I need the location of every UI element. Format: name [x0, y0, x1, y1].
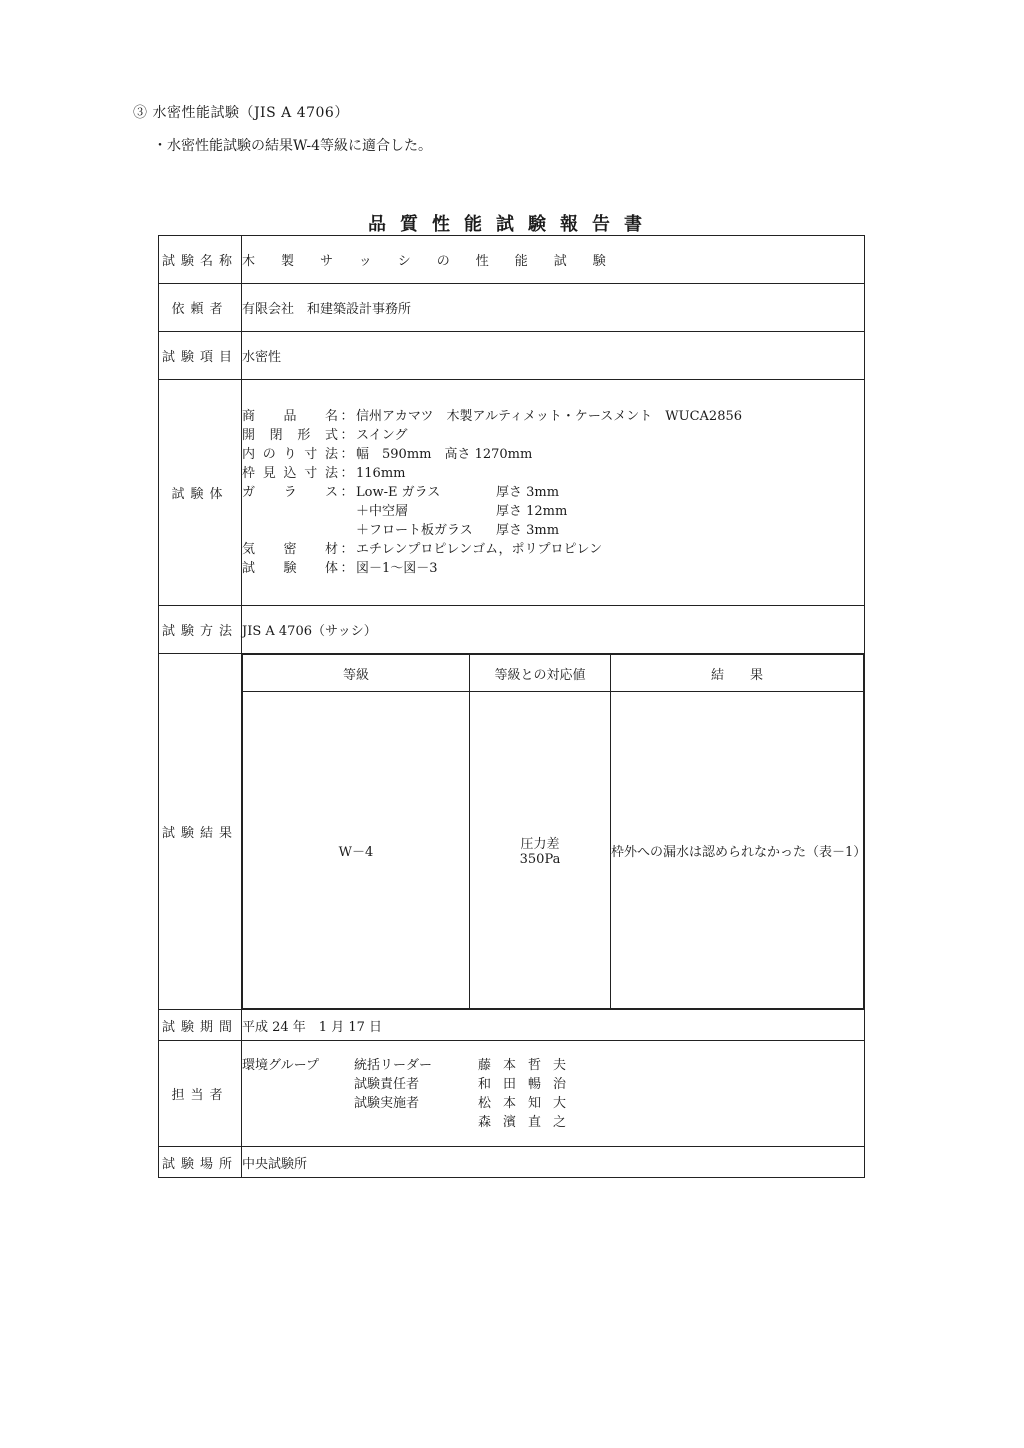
spec-key: 枠見込寸法 — [242, 466, 338, 481]
row-test-item — [159, 332, 865, 380]
spec-line-glass — [242, 483, 864, 502]
spec-key: 気密材 — [242, 542, 338, 557]
spec-val: スイング — [356, 428, 408, 443]
spec-key: 商品名 — [242, 409, 338, 424]
spec-line-glass-2 — [242, 502, 864, 521]
spec-key: ガラス — [242, 485, 338, 500]
label-method: 試験方法 — [159, 606, 242, 654]
report-table — [158, 235, 865, 1178]
spec-line-opening — [242, 426, 864, 445]
spec-line-inner — [242, 445, 864, 464]
glass-3-name: ＋フロート板ガラス — [356, 523, 473, 538]
row-result — [159, 654, 865, 1010]
staff-list — [242, 1056, 864, 1132]
value-method: JIS A 4706（サッシ） — [242, 606, 865, 654]
specimen-details — [242, 407, 864, 578]
staff-role — [354, 1113, 478, 1132]
row-staff — [159, 1041, 865, 1147]
spec-sep: ： — [340, 409, 354, 424]
value-test-name — [242, 236, 865, 284]
spacer — [242, 521, 338, 540]
spacer — [242, 1075, 354, 1094]
pressure-label: 圧力差 — [520, 837, 560, 852]
value-place: 中央試験所 — [242, 1147, 865, 1178]
spec-sep: ： — [340, 466, 354, 481]
spacer — [338, 502, 356, 521]
outcome-value: 枠外への漏水は認められなかった（表－1） — [611, 692, 864, 1009]
spec-sep: ： — [340, 485, 354, 500]
report-title: 品質性能試験報告書 — [368, 214, 656, 235]
spec-val: 116mm — [356, 466, 406, 481]
staff-name: 藤本哲夫 — [478, 1057, 579, 1073]
label-staff: 担当者 — [159, 1041, 242, 1147]
header-outcome: 結 果 — [611, 655, 864, 692]
row-place — [159, 1147, 865, 1178]
spec-key: 開閉形式 — [242, 428, 338, 443]
row-specimen — [159, 380, 865, 606]
spec-val: 幅 590mm 高さ 1270mm — [356, 447, 533, 462]
spec-line-product — [242, 407, 864, 426]
spacer — [242, 1094, 354, 1113]
spec-key: 試験体 — [242, 561, 338, 576]
section-summary: ・水密性能試験の結果W-4等級に適合した。 — [153, 138, 433, 154]
glass-2-thickness: 厚さ 12mm — [496, 504, 568, 519]
row-test-name — [159, 236, 865, 284]
spec-line-figure — [242, 559, 864, 578]
row-period — [159, 1010, 865, 1041]
spacer — [338, 521, 356, 540]
spec-sep: ： — [340, 561, 354, 576]
label-specimen: 試験体 — [159, 380, 242, 606]
spec-line-seal — [242, 540, 864, 559]
spec-val: 図－1～図－3 — [356, 561, 438, 576]
staff-line — [242, 1075, 864, 1094]
staff-line — [242, 1056, 864, 1075]
label-test-item: 試験項目 — [159, 332, 242, 380]
value-period: 平成 24 年 1 月 17 日 — [242, 1010, 865, 1041]
glass-1-thickness: 厚さ 3mm — [496, 485, 560, 500]
spec-line-glass-3 — [242, 521, 864, 540]
label-period: 試験期間 — [159, 1010, 242, 1041]
spec-sep: ： — [340, 542, 354, 557]
spacer — [242, 1113, 354, 1132]
glass-3-thickness: 厚さ 3mm — [496, 523, 560, 538]
staff-role: 統括リーダー — [354, 1057, 433, 1073]
spec-val: 信州アカマツ 木製アルティメット・ケースメント WUCA2856 — [356, 409, 743, 424]
header-value: 等級との対応値 — [470, 655, 611, 692]
value-test-item: 水密性 — [242, 332, 865, 380]
staff-role: 試験実施者 — [354, 1095, 420, 1111]
pressure-value: 350Pa — [519, 852, 561, 867]
spec-line-frame — [242, 464, 864, 483]
result-cell — [242, 654, 865, 1010]
row-method — [159, 606, 865, 654]
staff-line — [242, 1094, 864, 1113]
staff-name: 和田暢治 — [478, 1076, 579, 1092]
label-place: 試験場所 — [159, 1147, 242, 1178]
value-staff — [242, 1041, 865, 1147]
section-heading: ③ 水密性能試験（JIS A 4706） — [133, 105, 349, 121]
value-client: 有限会社 和建築設計事務所 — [242, 284, 865, 332]
result-body-row — [243, 692, 864, 1009]
staff-role: 試験責任者 — [354, 1076, 420, 1092]
label-result: 試験結果 — [159, 654, 242, 1010]
glass-1-name: Low-E ガラス — [356, 485, 441, 500]
spec-sep: ： — [340, 428, 354, 443]
staff-name: 松本知大 — [478, 1095, 579, 1111]
spec-key: 内のり寸法 — [242, 447, 338, 462]
header-grade: 等級 — [243, 655, 470, 692]
glass-2-name: ＋中空層 — [356, 504, 409, 519]
staff-group: 環境グループ — [242, 1057, 319, 1073]
result-header-row — [243, 655, 864, 692]
value-specimen — [242, 380, 865, 606]
test-name-text: 木製サッシの性能試験 — [242, 254, 632, 269]
label-test-name: 試験名称 — [159, 236, 242, 284]
result-table — [242, 654, 867, 1009]
row-client — [159, 284, 865, 332]
spacer — [242, 502, 338, 521]
staff-line — [242, 1113, 864, 1132]
pressure-cell — [470, 692, 611, 1009]
spec-val: エチレンプロピレンゴム，ポリプロピレン — [356, 542, 603, 557]
label-client: 依頼者 — [159, 284, 242, 332]
staff-name: 森濱直之 — [478, 1114, 579, 1130]
spec-sep: ： — [340, 447, 354, 462]
grade-value: W－4 — [243, 692, 470, 1009]
